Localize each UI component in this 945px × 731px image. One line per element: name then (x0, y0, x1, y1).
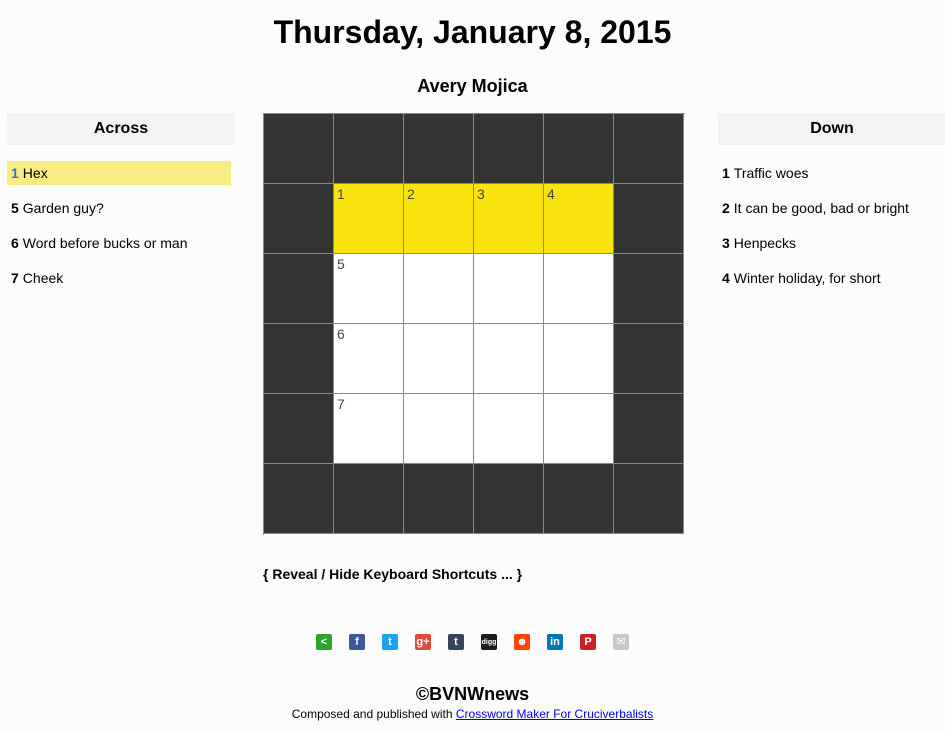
clue-number: 4 (722, 270, 730, 286)
tumblr-icon[interactable]: t (448, 634, 464, 650)
grid-block-cell (334, 114, 404, 184)
cell-number: 5 (337, 256, 345, 272)
puzzle-author: Avery Mojica (417, 76, 528, 96)
grid-block-cell (264, 464, 334, 534)
clue-text: It can be good, bad or bright (733, 200, 909, 216)
clue-number: 1 (722, 165, 730, 181)
clue-text: Traffic woes (733, 165, 809, 181)
crossword-grid (263, 113, 685, 535)
clue-number: 7 (11, 270, 19, 286)
grid-cell[interactable] (474, 184, 544, 254)
clue-number: 6 (11, 235, 19, 251)
across-clue-list (7, 161, 235, 290)
grid-block-cell (614, 394, 684, 464)
grid-cell[interactable] (334, 324, 404, 394)
share-icon[interactable]: < (316, 634, 332, 650)
share-bar (316, 634, 629, 650)
grid-block-cell (264, 394, 334, 464)
grid-block-cell (544, 114, 614, 184)
email-icon[interactable]: ✉ (613, 634, 629, 650)
grid-cell[interactable] (334, 254, 404, 324)
across-clue-6[interactable] (7, 231, 231, 255)
grid-block-cell (404, 464, 474, 534)
clue-text: Cheek (22, 270, 64, 286)
grid-cell[interactable] (404, 184, 474, 254)
grid-cell[interactable] (334, 184, 404, 254)
down-clue-3[interactable] (718, 231, 942, 255)
grid-block-cell (614, 184, 684, 254)
grid-block-cell (614, 324, 684, 394)
grid-block-cell (544, 464, 614, 534)
down-clue-4[interactable] (718, 266, 942, 290)
grid-block-cell (614, 254, 684, 324)
grid-block-cell (404, 114, 474, 184)
facebook-icon[interactable]: f (349, 634, 365, 650)
grid-cell[interactable] (334, 394, 404, 464)
grid-block-cell (614, 114, 684, 184)
grid-block-cell (474, 464, 544, 534)
cell-number: 2 (407, 186, 415, 202)
grid-cell[interactable] (404, 254, 474, 324)
grid-block-cell (264, 324, 334, 394)
grid-cell[interactable] (544, 184, 614, 254)
cell-number: 6 (337, 326, 345, 342)
across-clues-panel (7, 113, 235, 301)
down-clue-list (718, 161, 945, 290)
clue-number: 3 (722, 235, 730, 251)
grid-block-cell (474, 114, 544, 184)
grid-cell[interactable] (544, 394, 614, 464)
cell-number: 4 (547, 186, 555, 202)
grid-cell[interactable] (404, 324, 474, 394)
across-clue-7[interactable] (7, 266, 231, 290)
cell-number: 3 (477, 186, 485, 202)
footer-credit-text: Composed and published with (291, 707, 456, 721)
clue-text: Hex (22, 165, 48, 181)
down-clue-1[interactable] (718, 161, 942, 185)
clue-number: 5 (11, 200, 19, 216)
clue-text: Garden guy? (22, 200, 104, 216)
footer-brand: ©BVNWnews (415, 684, 530, 704)
across-clue-5[interactable] (7, 196, 231, 220)
clue-number: 2 (722, 200, 730, 216)
grid-cell[interactable] (474, 394, 544, 464)
clue-text: Winter holiday, for short (733, 270, 881, 286)
across-header: Across (7, 113, 235, 145)
grid-cell[interactable] (404, 394, 474, 464)
puzzle-date-title: Thursday, January 8, 2015 (273, 14, 672, 50)
cell-number: 7 (337, 396, 345, 412)
linkedin-icon[interactable]: in (547, 634, 563, 650)
footer-credit (0, 707, 945, 721)
down-clue-2[interactable] (718, 196, 942, 220)
keyboard-shortcuts-toggle[interactable]: { Reveal / Hide Keyboard Shortcuts ... } (263, 566, 523, 582)
twitter-icon[interactable]: t (382, 634, 398, 650)
clue-number: 1 (11, 165, 19, 181)
grid-block-cell (614, 464, 684, 534)
clue-text: Henpecks (733, 235, 797, 251)
grid-block-cell (334, 464, 404, 534)
grid-block-cell (264, 184, 334, 254)
pinterest-icon[interactable]: P (580, 634, 596, 650)
grid-cell[interactable] (544, 324, 614, 394)
down-header: Down (718, 113, 945, 145)
cell-number: 1 (337, 186, 345, 202)
digg-icon[interactable]: digg (481, 634, 497, 650)
grid-cell[interactable] (474, 324, 544, 394)
down-clues-panel (718, 113, 945, 301)
reddit-icon[interactable]: ☻ (514, 634, 530, 650)
grid-cell[interactable] (544, 254, 614, 324)
across-clue-1[interactable] (7, 161, 231, 185)
google-plus-icon[interactable]: g+ (415, 634, 431, 650)
crossword-maker-link[interactable]: Crossword Maker For Cruciverbalists (455, 707, 654, 721)
grid-block-cell (264, 114, 334, 184)
grid-cell[interactable] (474, 254, 544, 324)
clue-text: Word before bucks or man (22, 235, 188, 251)
grid-block-cell (264, 254, 334, 324)
